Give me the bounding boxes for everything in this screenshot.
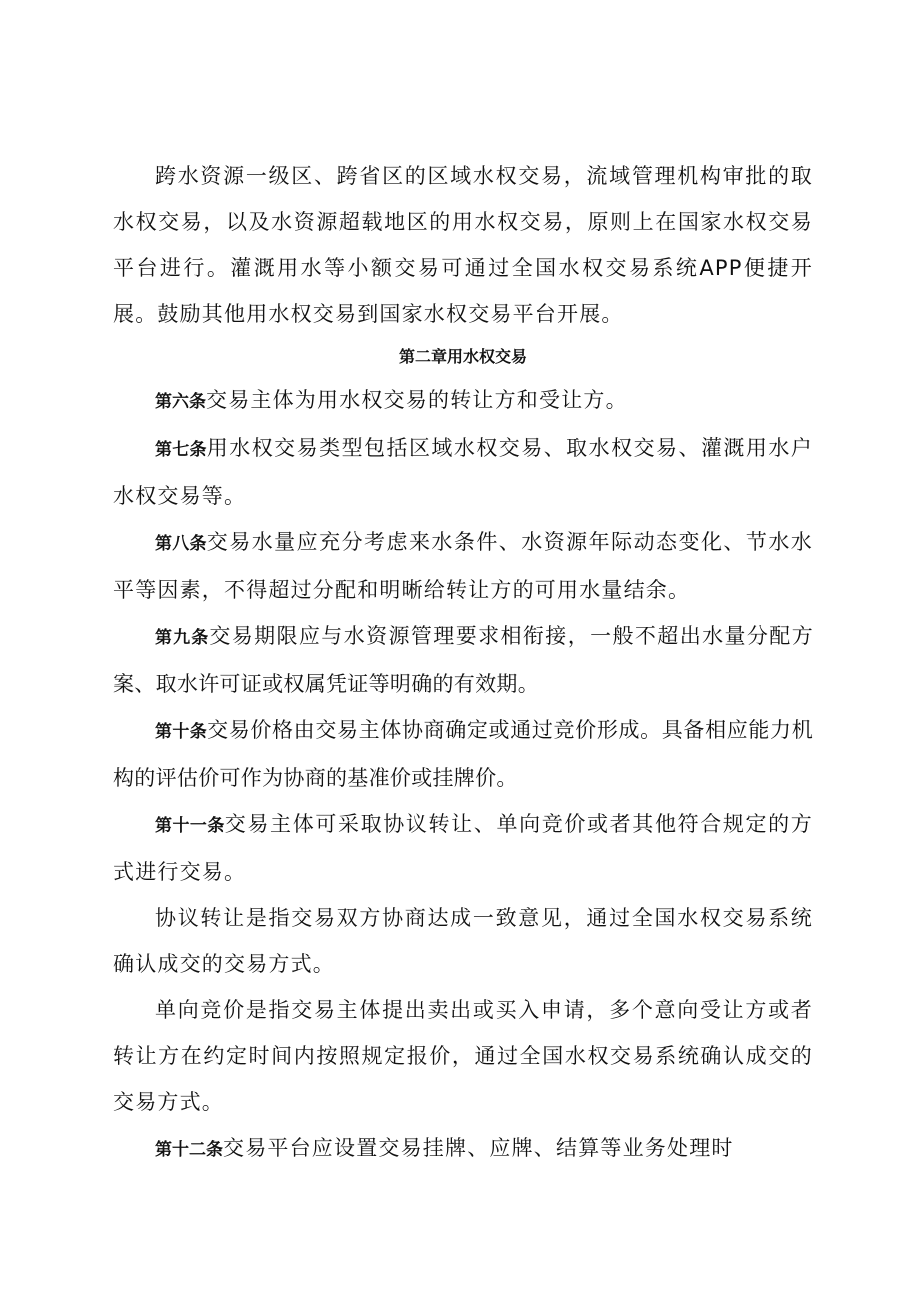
article-11 xyxy=(113,801,813,895)
article-text: 交易价格由交易主体协商确定或通过竞价形成。具备相应能力机构的评估价可作为协商的基准价或挂牌价。 xyxy=(113,718,813,790)
article-label: 第七条 xyxy=(155,440,207,460)
article-text: 交易主体可采取协议转让、单向竞价或者其他符合规定的方式进行交易。 xyxy=(113,812,813,884)
article-6 xyxy=(113,377,813,425)
article-10 xyxy=(113,707,813,801)
article-label: 第十一条 xyxy=(155,816,225,836)
article-text: 交易水量应充分考虑来水条件、水资源年际动态变化、节水水平等因素，不得超过分配和明晰给转让方的可用水量结余。 xyxy=(113,530,814,602)
document-body xyxy=(113,153,813,1173)
article-8 xyxy=(113,519,813,613)
article-text: 用水权交易类型包括区域水权交易、取水权交易、灌溉用水户水权交易等。 xyxy=(113,436,814,508)
article-9 xyxy=(113,613,813,707)
article-7 xyxy=(113,425,813,519)
article-label: 第十条 xyxy=(155,722,208,742)
article-label: 第八条 xyxy=(155,534,207,554)
article-label: 第九条 xyxy=(155,628,210,648)
article-label: 第六条 xyxy=(155,392,206,412)
article-12 xyxy=(113,1125,813,1173)
one-way-bidding-paragraph: 单向竞价是指交易主体提出卖出或买入申请，多个意向受让方或者转让方在约定时间内按照规定报价，通过全国水权交易系统确认成交的交易方式。 xyxy=(113,998,813,1114)
chapter-title: 第二章用水权交易 xyxy=(398,347,527,366)
agreement-transfer-paragraph: 协议转让是指交易双方协商达成一致意见，通过全国水权交易系统确认成交的交易方式。 xyxy=(113,906,813,976)
article-text: 交易期限应与水资源管理要求相衔接，一般不超出水量分配方案、取水许可证或权属凭证等明确的有效期。 xyxy=(113,624,814,696)
intro-paragraph: 跨水资源一级区、跨省区的区域水权交易，流域管理机构审批的取水权交易，以及水资源超载地区的用水权交易，原则上在国家水权交易平台进行。灌溉用水等小额交易可通过全国水权交易系统APP便捷开展。鼓励其他用水权交易到国家水权交易平台开展。 xyxy=(113,164,813,326)
article-text: 交易平台应设置交易挂牌、应牌、结算等业务处理时 xyxy=(223,1136,734,1160)
article-text: 交易主体为用水权交易的转让方和受让方。 xyxy=(206,388,628,412)
article-label: 第十二条 xyxy=(155,1140,223,1160)
